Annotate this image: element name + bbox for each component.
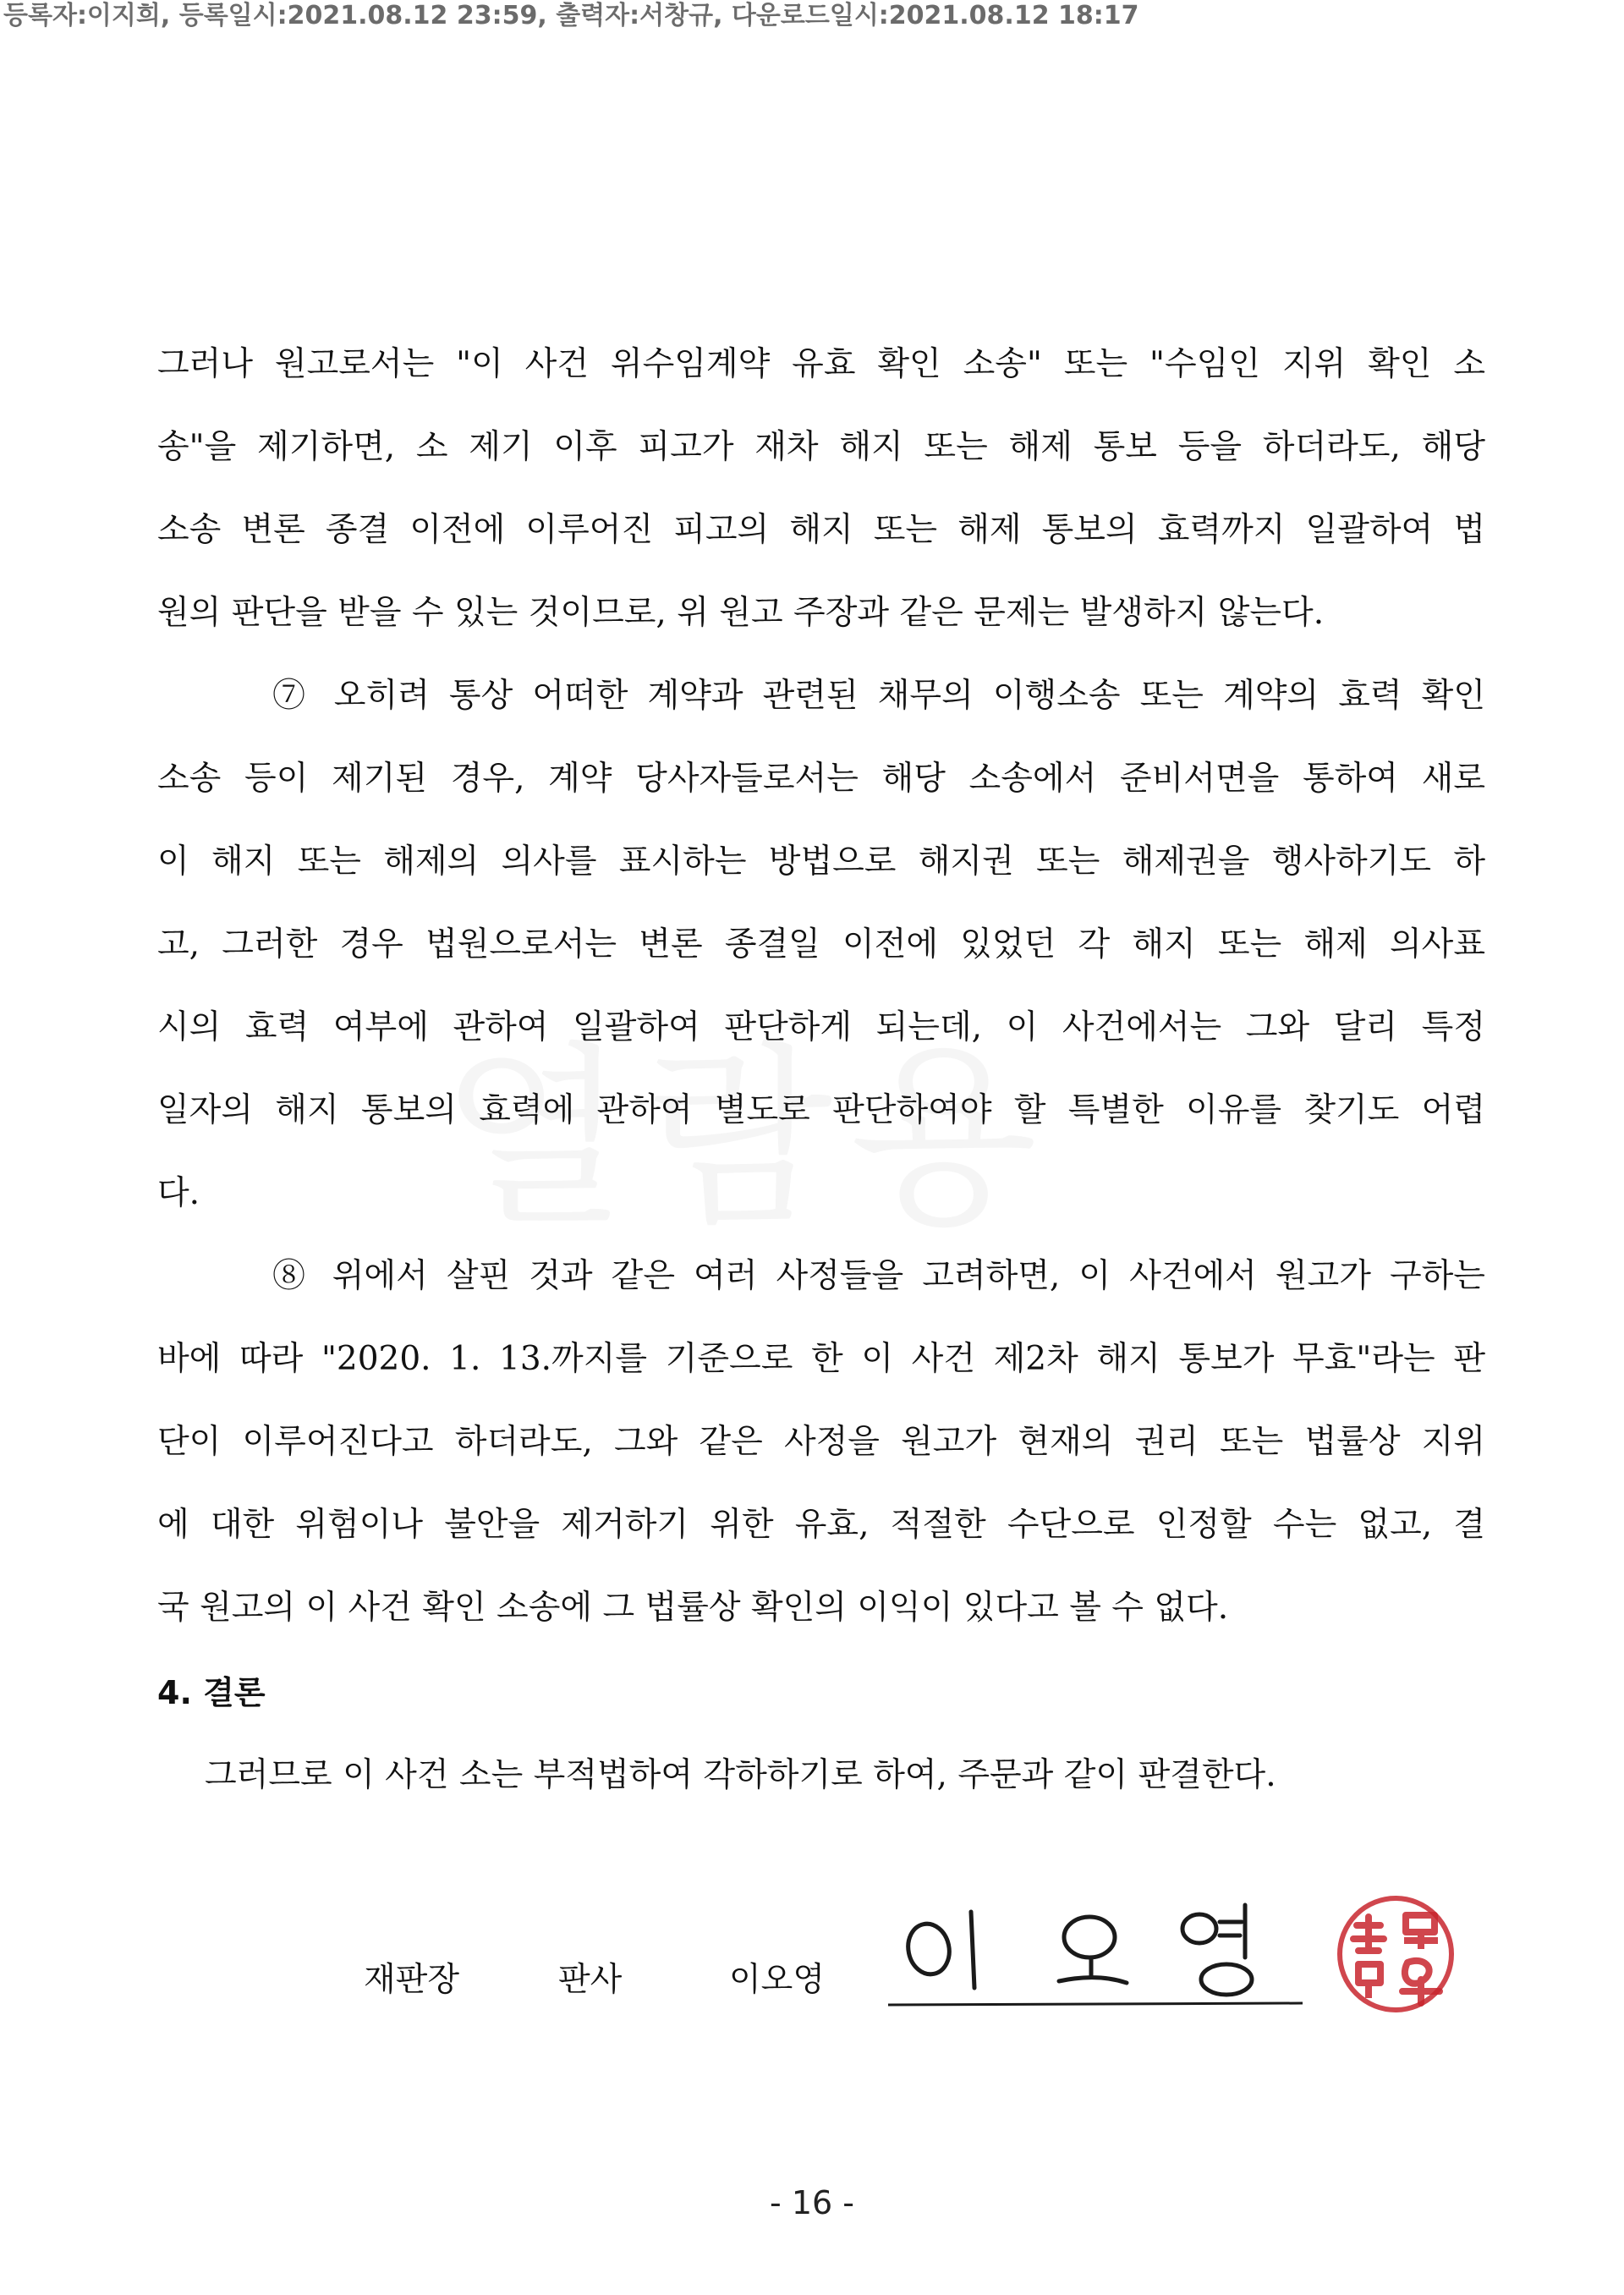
judge-name: 이오영 bbox=[729, 1961, 826, 1999]
text-line-paragraph-8: ⑧ 위에서 살핀 것과 같은 여러 사정들을 고려하면, 이 사건에서 원고가 구하는 bbox=[272, 1257, 1485, 1295]
text-line-paragraph-7: ⑦ 오히려 통상 어떠한 계약과 관련된 채무의 이행소송 또는 계약의 효력 확인 bbox=[272, 677, 1485, 715]
text-line: 에 대한 위험이나 불안을 제거하기 위한 유효, 적절한 수단으로 인정할 수는 없고, 결 bbox=[157, 1506, 1485, 1544]
judgment-body-text bbox=[157, 340, 1485, 1666]
text-line: 바에 따라 "2020. 1. 13.까지를 기준으로 한 이 사건 제2차 해지 통보가 무효"라는 판 bbox=[157, 1340, 1485, 1378]
conclusion-text: 그러므로 이 사건 소는 부적법하여 각하하기로 하여, 주문과 같이 판결한다. bbox=[205, 1756, 1276, 1794]
text-line: 다. bbox=[157, 1174, 200, 1212]
text-line: 원의 판단을 받을 수 있는 것이므로, 위 원고 주장과 같은 문제는 발생하지 않는다. bbox=[157, 594, 1325, 632]
text-line: 소송 등이 제기된 경우, 계약 당사자들로서는 해당 소송에서 준비서면을 통하여 새로 bbox=[157, 760, 1485, 798]
text-line: 송"을 제기하면, 소 제기 이후 피고가 재차 해지 또는 해제 통보 등을 하더라도, 해당 bbox=[157, 428, 1485, 466]
text-line: 국 원고의 이 사건 확인 소송에 그 법률상 확인의 이익이 있다고 볼 수 없다. bbox=[157, 1589, 1229, 1627]
download-info-header: 등록자:이지희, 등록일시:2021.08.12 23:59, 출력자:서창규, 다운로드일시:2021.08.12 18:17 bbox=[3, 1, 1139, 30]
judge-seal-stamp bbox=[1328, 1891, 1463, 2017]
page-number: - 16 - bbox=[770, 2184, 854, 2221]
text-line: 고, 그러한 경우 법원으로서는 변론 종결일 이전에 있었던 각 해지 또는 해제 의사표 bbox=[157, 925, 1485, 964]
handwritten-signature bbox=[880, 1888, 1320, 2015]
text-line: 이 해지 또는 해제의 의사를 표시하는 방법으로 해지권 또는 해제권을 행사하기도 하 bbox=[157, 843, 1485, 881]
text-line: 시의 효력 여부에 관하여 일괄하여 판단하게 되는데, 이 사건에서는 그와 달리 특정 bbox=[157, 1008, 1485, 1046]
section-heading-conclusion: 4. 결론 bbox=[157, 1674, 266, 1711]
text-line: 소송 변론 종결 이전에 이루어진 피고의 해지 또는 해제 통보의 효력까지 일괄하여 법 bbox=[157, 511, 1485, 549]
text-line: 일자의 해지 통보의 효력에 관하여 별도로 판단하여야 할 특별한 이유를 찾기도 어렵 bbox=[157, 1091, 1485, 1129]
text-line: 그러나 원고로서는 "이 사건 위수임계약 유효 확인 소송" 또는 "수임인 지위 확인 소 bbox=[157, 345, 1485, 383]
judge-role-label: 판사 bbox=[558, 1961, 623, 1999]
presiding-judge-label: 재판장 bbox=[364, 1961, 460, 1999]
text-line: 단이 이루어진다고 하더라도, 그와 같은 사정을 원고가 현재의 권리 또는 법률상 지위 bbox=[157, 1423, 1485, 1461]
